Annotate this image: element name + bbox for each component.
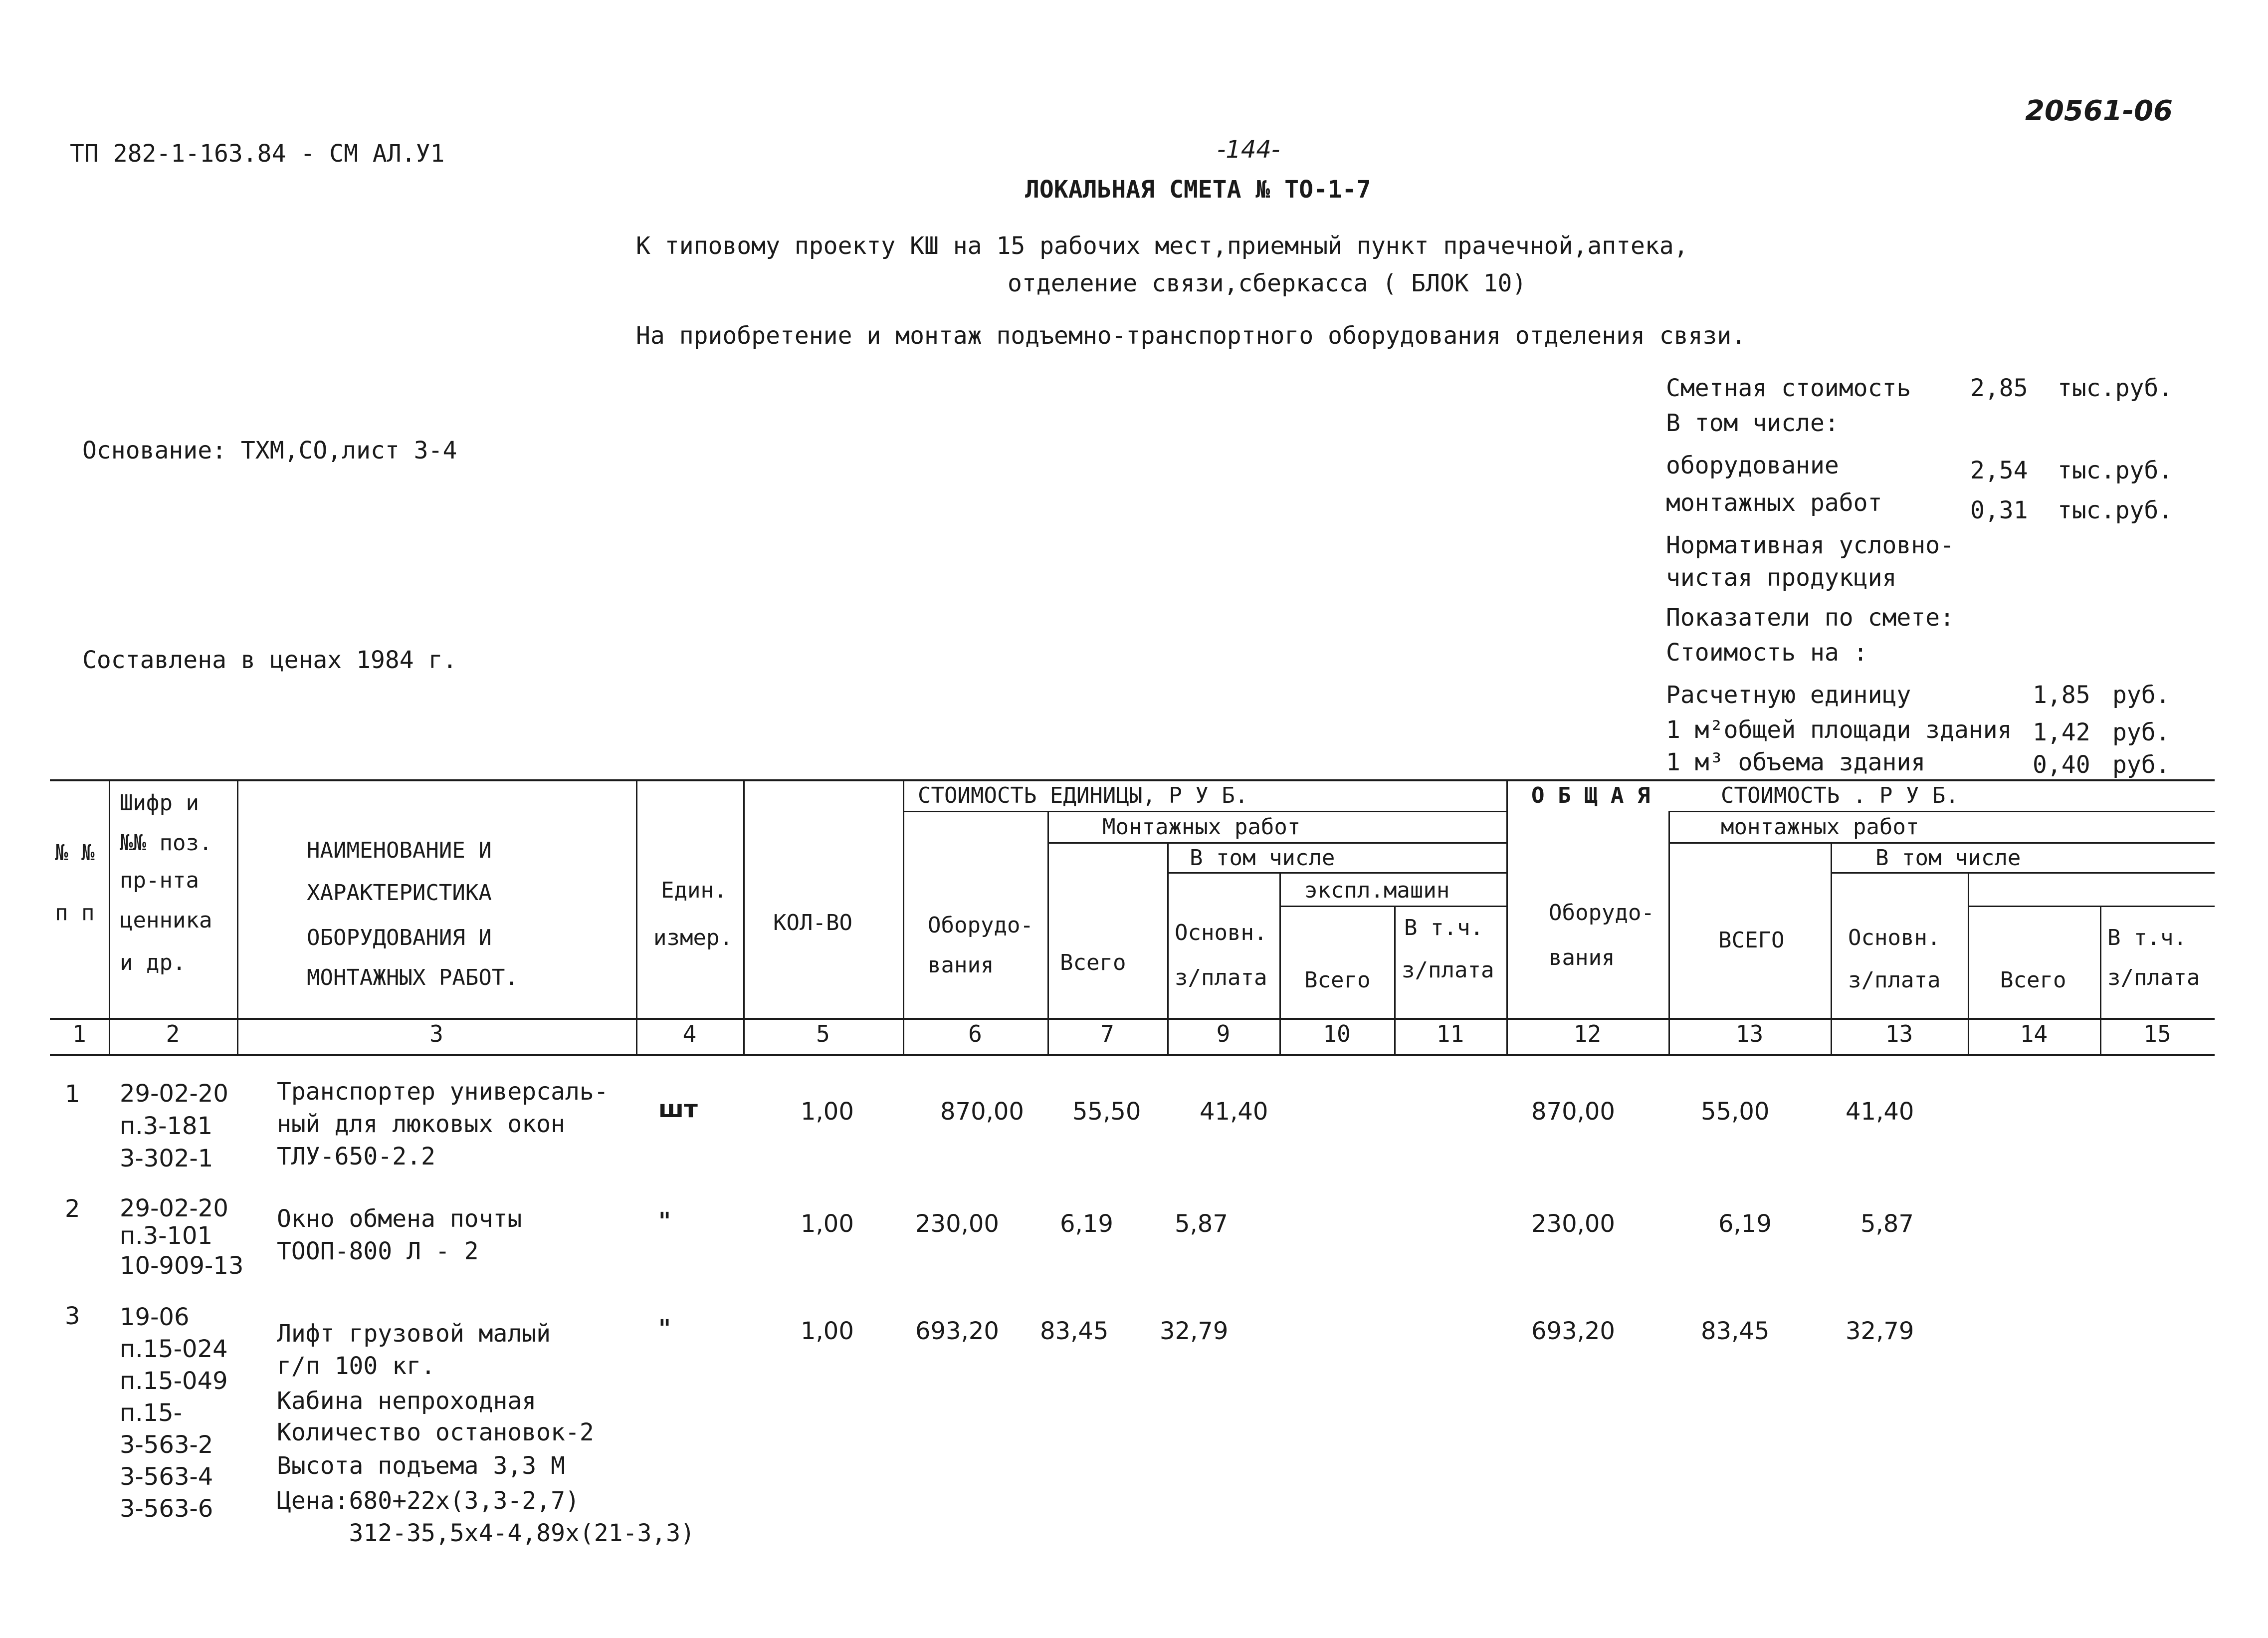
row-name: ный для люковых окон: [277, 1110, 565, 1138]
row-total-equip: 870,00: [1531, 1098, 1615, 1126]
row-equip: 693,20: [915, 1317, 999, 1345]
row-equip: 230,00: [915, 1210, 999, 1238]
hdr-name-4: МОНТАЖНЫХ РАБОТ.: [307, 965, 518, 990]
hdr-t-equip-2: вания: [1549, 945, 1615, 970]
row-name: Высота подъема 3,3 М: [277, 1452, 565, 1480]
hdr-name-2: ХАРАКТЕРИСТИКА: [307, 880, 492, 906]
col-num: 12: [1573, 1020, 1602, 1047]
row-total-base: 5,87: [1860, 1210, 1914, 1238]
summary-equip-label: оборудование: [1666, 452, 1839, 479]
row-mount-all: 55,50: [1072, 1098, 1141, 1126]
hdr-code-5: и др.: [120, 950, 186, 975]
hdr-unit-cost: СТОИМОСТЬ ЕДИНИЦЫ, Р У Б.: [918, 783, 1248, 808]
row-name: ТЛУ-650-2.2: [277, 1143, 435, 1170]
subtitle-line-1: К типовому проекту КШ на 15 рабочих мест,приемный пункт прачечной,аптека,: [636, 232, 1688, 260]
col-num: 5: [816, 1020, 830, 1047]
col-num: 7: [1100, 1020, 1114, 1047]
col-num: 13: [1735, 1020, 1764, 1047]
hdr-t-mach-all: Всего: [2000, 967, 2066, 993]
hdr-t-base-1: Основн.: [1848, 925, 1941, 950]
row-total-base: 32,79: [1846, 1317, 1914, 1345]
vline-10: [1506, 779, 1508, 1055]
summary-unit-value: 1,85: [2033, 681, 2090, 709]
basis-line: Основание: ТХМ,СО,лист 3-4: [82, 437, 457, 465]
row-total-equip: 230,00: [1531, 1210, 1615, 1238]
hdr-incl: В том числе: [1190, 845, 1335, 871]
summary-mount-unit: тыс.руб.: [2058, 496, 2173, 524]
hdr-all: Всего: [1060, 950, 1126, 975]
summary-mount-value: 0,31: [1970, 496, 2028, 524]
row-name: Количество остановок-2: [277, 1418, 594, 1446]
hdr-vtch-1: В т.ч.: [1404, 915, 1483, 940]
row-code: 3-563-4: [120, 1463, 213, 1491]
hdr-mount-2: монтажных работ: [1721, 814, 1919, 840]
row-base: 32,79: [1160, 1317, 1229, 1345]
hdr-name-3: ОБОРУДОВАНИЯ И: [307, 925, 492, 950]
hdr-vtch-2: з/плата: [1402, 957, 1494, 983]
row-code: 3-563-6: [120, 1495, 213, 1523]
hdr-num-1: № №: [55, 840, 95, 866]
vline-11: [1668, 812, 1670, 1055]
summary-total-label: Сметная стоимость: [1666, 374, 1911, 402]
hdr-mount: Монтажных работ: [1102, 814, 1301, 840]
vline-1: [109, 779, 110, 1055]
row-name: 312-35,5х4-4,89х(21-3,3): [277, 1519, 695, 1547]
hdr-total-cost-1: О Б Щ А Я: [1531, 783, 1650, 808]
summary-incl-label: В том числе:: [1666, 409, 1839, 437]
summary-area-label: 1 м²общей площади здания: [1666, 716, 2012, 744]
hdr-base-1: Основн.: [1175, 920, 1267, 945]
row-name: ТООП-800 Л - 2: [277, 1237, 479, 1265]
col-num: 14: [2020, 1020, 2048, 1047]
hdr-name-1: НАИМЕНОВАНИЕ И: [307, 838, 492, 863]
summary-norm-label-2: чистая продукция: [1666, 564, 1897, 592]
summary-indicators-label: Показатели по смете:: [1666, 604, 1954, 632]
row-code: п.3-181: [120, 1112, 213, 1140]
vline-3: [636, 779, 637, 1055]
summary-area-unit: руб.: [2112, 718, 2170, 746]
row-code: 3-302-1: [120, 1145, 213, 1172]
hdr-t-vtch-2: з/плата: [2107, 965, 2200, 990]
summary-equip-unit: тыс.руб.: [2058, 457, 2173, 484]
summary-unit-label: Расчетную единицу: [1666, 681, 1911, 709]
row-code: п.15-049: [120, 1367, 228, 1395]
document-title: ЛОКАЛЬНАЯ СМЕТА № ТО-1-7: [1025, 176, 1371, 204]
row-base: 41,40: [1200, 1098, 1268, 1126]
row-total-equip: 693,20: [1531, 1317, 1615, 1345]
row-code: 3-563-2: [120, 1431, 213, 1459]
row-qty: 1,00: [801, 1210, 854, 1238]
summary-area-value: 1,42: [2033, 718, 2090, 746]
row-unit: ": [658, 1315, 671, 1343]
col-num: 1: [72, 1020, 86, 1047]
row-code: п.15-: [120, 1399, 183, 1427]
row-name: г/п 100 кг.: [277, 1352, 435, 1380]
hdr-code-1: Шифр и: [120, 790, 199, 816]
hdr-t-all: ВСЕГО: [1718, 928, 1785, 953]
row-code: 19-06: [120, 1303, 190, 1331]
summary-total-unit: тыс.руб.: [2058, 374, 2173, 402]
col-num: 6: [968, 1020, 982, 1047]
hdr-equip-2: вания: [928, 952, 994, 978]
row-mount-all: 6,19: [1060, 1210, 1113, 1238]
summary-mount-label: монтажных работ: [1666, 489, 1882, 517]
prices-line: Составлена в ценах 1984 г.: [82, 646, 457, 674]
row-base: 5,87: [1175, 1210, 1228, 1238]
row-unit: шт: [658, 1095, 698, 1123]
col-num: 3: [429, 1020, 443, 1047]
subtitle-line-2: отделение связи,сберкасса ( БЛОК 10): [1008, 269, 1527, 297]
hdr-equip-1: Оборудо-: [928, 913, 1033, 938]
col-num: 10: [1323, 1020, 1351, 1047]
summary-volume-unit: руб.: [2112, 751, 2170, 779]
summary-equip-value: 2,54: [1970, 457, 2028, 484]
hdr-qty: КОЛ-ВО: [773, 910, 852, 936]
row-code: п.15-024: [120, 1335, 228, 1363]
row-total-mount-all: 6,19: [1718, 1210, 1772, 1238]
row-number: 2: [65, 1195, 80, 1223]
hdr-total-cost-2: СТОИМОСТЬ . Р У Б.: [1721, 783, 1959, 808]
row-equip: 870,00: [940, 1098, 1024, 1126]
summary-unit-unit: руб.: [2112, 681, 2170, 709]
row-name: Лифт грузовой малый: [277, 1320, 551, 1348]
row-qty: 1,00: [801, 1317, 854, 1345]
row-name: Цена:680+22х(3,3-2,7): [277, 1487, 580, 1515]
grid-mach-divider-2: [1968, 906, 2215, 907]
row-qty: 1,00: [801, 1098, 854, 1126]
hdr-base-2: з/плата: [1175, 965, 1267, 990]
summary-volume-label: 1 м³ объема здания: [1666, 748, 1926, 776]
col-num: 15: [2143, 1020, 2171, 1047]
row-code: 29-02-20: [120, 1080, 228, 1108]
row-code: п.3-101: [120, 1222, 213, 1250]
summary-norm-label-1: Нормативная условно-: [1666, 531, 1954, 559]
row-total-mount-all: 55,00: [1701, 1098, 1770, 1126]
page-number: -144-: [1217, 136, 1280, 164]
row-code: 29-02-20: [120, 1194, 228, 1222]
hdr-t-vtch-1: В т.ч.: [2107, 925, 2187, 950]
hdr-incl-2: В том числе: [1875, 845, 2021, 871]
hdr-num-2: п п: [55, 900, 95, 926]
hdr-code-3: пр-нта: [120, 868, 199, 893]
row-number: 3: [65, 1302, 80, 1330]
hdr-code-2: №№ поз.: [120, 830, 212, 856]
row-name: Окно обмена почты: [277, 1205, 522, 1233]
hdr-unit-2: измер.: [653, 925, 733, 950]
summary-cost-label: Стоимость на :: [1666, 639, 1868, 667]
hdr-unit-1: Един.: [661, 878, 727, 903]
row-code: 10-909-13: [120, 1252, 244, 1280]
col-num: 13: [1885, 1020, 1913, 1047]
hdr-t-equip-1: Оборудо-: [1549, 900, 1654, 926]
purpose-line: На приобретение и монтаж подъемно-транспортного оборудования отделения связи.: [636, 322, 1746, 350]
vline-2: [237, 779, 238, 1055]
summary-volume-value: 0,40: [2033, 751, 2090, 779]
row-name: Кабина непроходная: [277, 1387, 537, 1415]
row-total-mount-all: 83,45: [1701, 1317, 1770, 1345]
hdr-mach: экспл.машин: [1304, 878, 1450, 903]
grid-header-bottom: [50, 1018, 2215, 1020]
row-mount-all: 83,45: [1040, 1317, 1109, 1345]
row-total-base: 41,40: [1846, 1098, 1914, 1126]
col-num: 4: [682, 1020, 697, 1047]
vline-6: [1047, 812, 1049, 1055]
vline-4: [743, 779, 745, 1055]
row-name: Транспортер универсаль-: [277, 1078, 609, 1106]
col-num: 11: [1436, 1020, 1464, 1047]
summary-total-value: 2,85: [1970, 374, 2028, 402]
col-num: 9: [1216, 1020, 1231, 1047]
archive-stamp: 20561-06: [2025, 95, 2173, 127]
row-number: 1: [65, 1080, 80, 1108]
document-code: ТП 282-1-163.84 - СМ АЛ.У1: [70, 140, 445, 168]
hdr-mach-all: Всего: [1304, 967, 1371, 993]
row-unit: ": [658, 1207, 671, 1235]
hdr-t-base-2: з/плата: [1848, 967, 1941, 993]
col-num: 2: [166, 1020, 180, 1047]
hdr-code-4: ценника: [120, 908, 212, 933]
vline-5: [903, 779, 904, 1055]
grid-colnum-bottom: [50, 1054, 2215, 1056]
